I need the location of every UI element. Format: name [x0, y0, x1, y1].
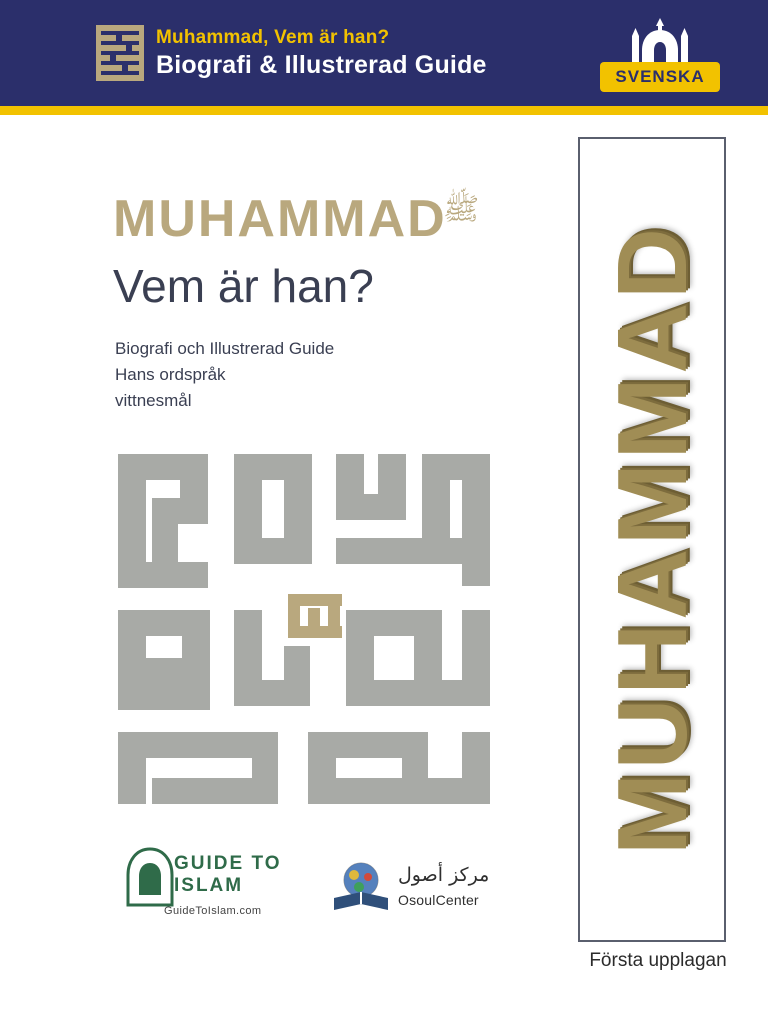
guide-to-islam-logo[interactable] [126, 845, 294, 923]
osoul-center-logo[interactable] [330, 858, 505, 920]
osoul-logo-english: OsoulCenter [398, 892, 479, 908]
header-title-block [156, 26, 586, 80]
page-title: MUHAMMAD [113, 190, 447, 248]
header-accent-bar [0, 106, 768, 115]
header-title-line2: Biografi & Illustrerad Guide [156, 51, 487, 79]
guide-logo-url[interactable]: GuideToIslam.com [164, 905, 262, 917]
vertical-title-panel [578, 137, 726, 942]
edition-label: Första upplagan [589, 950, 727, 971]
osoul-logo-arabic: مركز أصول [398, 864, 490, 886]
header-title-line1: Muhammad, Vem är han? [156, 27, 390, 48]
description-line-2: Hans ordspråk [115, 365, 226, 384]
guide-logo-line1: GUIDE TO [174, 853, 282, 874]
guide-logo-text [174, 853, 282, 897]
kufic-inner-word [288, 594, 342, 638]
page-subtitle: Vem är han? [113, 260, 374, 312]
cover-description [115, 336, 334, 414]
mosque-icon [628, 18, 692, 62]
salawat-symbol: ﷺ [443, 192, 480, 227]
kufic-logo-icon [96, 25, 144, 81]
kufic-square-calligraphy [112, 450, 497, 810]
guide-logo-line2: ISLAM [174, 875, 244, 896]
language-badge[interactable]: SVENSKA [600, 62, 720, 92]
description-line-1: Biografi och Illustrerad Guide [115, 339, 335, 358]
vertical-title-text: MUHAMMAD [596, 224, 707, 855]
description-line-3: vittnesmål [115, 391, 192, 410]
